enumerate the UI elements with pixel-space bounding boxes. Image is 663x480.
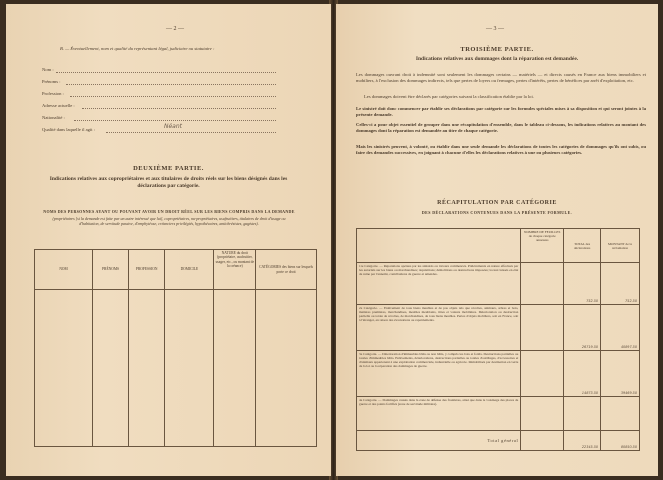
cell-categories[interactable] <box>256 290 317 447</box>
right-page <box>336 4 658 476</box>
col-header-count: NOMBRE DE FEUILLES de chaque catégorie annexées <box>521 229 564 263</box>
category-4-count[interactable] <box>521 397 564 431</box>
category-1-claim[interactable]: 752.50 <box>601 263 640 305</box>
field-line-prenoms[interactable] <box>66 84 276 85</box>
category-3-claim[interactable]: 39469.50 <box>601 351 640 397</box>
category-2-count[interactable] <box>521 305 564 351</box>
paragraph-5: Mais les sinistrés peuvent, à volonté, ou établir dans une seule demande les déclarations de toutes les catégories de dommages qu'ils ont subis, ou faire des demandes successives, en joignant à chacune d'elles les déclarations relatives à une ou plusieurs catégories. <box>356 144 646 155</box>
table-row <box>357 351 640 397</box>
part3-title: TROISIÈME PARTIE. <box>460 46 534 53</box>
table-row <box>357 305 640 351</box>
field-label-adresse: Adresse actuelle : <box>42 103 75 108</box>
col-header-claim: MONTANT de la réclamation <box>601 229 640 263</box>
total-row <box>357 431 640 451</box>
rights-holders-table <box>34 249 317 447</box>
total-sum[interactable]: 22345.50 <box>564 431 601 451</box>
category-3-total[interactable]: 14873.50 <box>564 351 601 397</box>
paragraph-1: Les dommages ouvrant droit à indemnité sont seulement les dommages certains — matériels — et directs causés en France aux biens immobiliers et mobiliers, à l'exclusion des dommages indirects, tels que pertes de loyers ou fermages, pertes d'intérêts, pertes de bénéfices par arrêt d'exploitation, etc. <box>356 72 646 83</box>
paragraph-2: Les dommages doivent être déclarés par catégories suivant la classification établie par la loi. <box>364 94 534 99</box>
table-caption: NOMS DES PERSONNES AYANT OU POUVANT AVOIR UN DROIT RÉEL SUR LES BIENS COMPRIS DANS LA DEMANDE <box>43 209 295 214</box>
col-header-profession: PROFESSION <box>129 250 165 290</box>
col-header-category <box>357 229 521 263</box>
category-1-count[interactable] <box>521 263 564 305</box>
category-2-text: 2e Catégorie. — Enlèvement de tous biens meubles et de pas objets tels que récoltes, animaux, arbres et bois, matières premières, marchandises, meubles meublants, titres et valeurs mobilières. Déterioration ou destruction partielle ou totale de récoltes, de marchandises, de tous biens meubles. Pertes d'objets mobiliers, soit en France, soit à l'étranger, en raison des évacuations ou rapatriements. <box>357 305 521 351</box>
total-claim[interactable]: 80850.50 <box>601 431 640 451</box>
recap-subtitle: DES DÉCLARATIONS CONTENUES DANS LA PRÉSENTE FORMULE. <box>421 210 573 215</box>
cell-domicile[interactable] <box>165 290 214 447</box>
cell-nom[interactable] <box>35 290 93 447</box>
category-1-text: 1re Catégorie. — Réparations opérées par les sinistrés ou travaux commencés. Prélèvements en nature effectués par les autorités sur les biens ou marchandises; réquisitions; démolitions ou destructions imposées; locaux laissés en état de ruine par l'ennemi, contributions de guerre et amendes. <box>357 263 521 305</box>
part2-subtitle: Indications relatives aux copropriétaires et aux titulaires de droits réels sur les biens désignés dans les déclarations par catégorie. <box>49 176 288 189</box>
col-header-prenoms: PRÉNOMS <box>93 250 129 290</box>
col-header-categories: CATÉGORIES des biens sur lesquels porte ce droit <box>256 250 317 290</box>
category-2-total[interactable]: 26719.50 <box>564 305 601 351</box>
field-line-nom[interactable] <box>56 72 276 73</box>
category-3-count[interactable] <box>521 351 564 397</box>
field-label-nationalite: Nationalité : <box>42 115 65 120</box>
part2-title: DEUXIÈME PARTIE. <box>133 165 204 172</box>
field-line-adresse[interactable] <box>82 108 276 109</box>
recap-table <box>356 228 640 451</box>
section-b-label: B. — Éventuellement, nom et qualité du représentant légal, judiciaire ou statutaire : <box>60 46 215 51</box>
table-row <box>357 397 640 431</box>
field-value-qualite: Néant <box>164 123 183 130</box>
table-caption-detail: (propriétaires [si la demande est faite par un autre intéressé que lui], copropriétaires, nu-propriétaires, usufruitiers, titulaires de droit d'usage ou d'habitation, de servitude passive, d'emphytéose, créanciers privilégiés, hypothécaires, antichrésistes, gagistes). <box>52 216 286 226</box>
field-label-nom: Nom : <box>42 67 54 72</box>
field-label-prenoms: Prénoms : <box>42 79 61 84</box>
col-header-total: TOTAL des déclarations <box>564 229 601 263</box>
category-3-text: 3e Catégorie. — Déterioration d'immeubles bâtis ou non bâtis, y compris les bois et forêts. Destructions partielles ou totales d'immeubles bâtis. Enlèvements, déteriorations, destructions partielles ou totales d'outillages, d'accessoires et d'animaux appartenant à une exploitation commerciale, industrielle ou agricole. Immobilisés par destination en vertu de la loi ou la réparation des dommages de guerre. <box>357 351 521 397</box>
field-label-profession: Profession : <box>42 91 64 96</box>
category-4-claim[interactable] <box>601 397 640 431</box>
field-label-qualite: Qualité dans laquelle il agit : <box>42 127 95 132</box>
category-4-text: 4e Catégorie. — Dommages causés dans la zone de défense des frontières, ainsi que dans le voisinage des places de guerre et des points fortifiés (zone de servitude militaire). <box>357 397 521 431</box>
field-line-profession[interactable] <box>70 96 276 97</box>
recap-title: RÉCAPITULATION PAR CATÉGORIE <box>437 200 557 206</box>
category-2-claim[interactable]: 40897.50 <box>601 305 640 351</box>
category-4-total[interactable] <box>564 397 601 431</box>
total-count <box>521 431 564 451</box>
field-line-nationalite[interactable] <box>74 120 276 121</box>
page-number: — 2 — <box>166 26 184 32</box>
table-row <box>357 263 640 305</box>
cell-profession[interactable] <box>129 290 165 447</box>
page-number: — 3 — <box>486 26 504 32</box>
category-1-total[interactable]: 752.50 <box>564 263 601 305</box>
col-header-domicile: DOMICILE <box>165 250 214 290</box>
part3-subtitle: Indications relatives aux dommages dont la réparation est demandée. <box>415 56 579 62</box>
cell-nature-droit[interactable] <box>214 290 256 447</box>
paragraph-3: Le sinistré doit donc commencer par établir ses déclarations par catégorie sur les formules spéciales mises à sa disposition et qui seront jointes à la présente demande. <box>356 106 646 117</box>
cell-prenoms[interactable] <box>93 290 129 447</box>
field-line-qualite[interactable] <box>106 132 276 133</box>
col-header-nom: NOM <box>35 250 93 290</box>
total-label: Total général <box>357 431 521 451</box>
left-page <box>6 4 331 476</box>
paragraph-4: Celles-ci a pour objet essentiel de grouper dans une récapitulation d'ensemble, dans le tableau ci-dessous, les indications relatives au montant des dommages dont la réparation est demandée au titre de chaque catégorie. <box>356 122 646 133</box>
col-header-nature-droit: NATURE du droit (propriétaire, usufruitier, usager, etc., ou montant de la créance) <box>214 250 256 290</box>
